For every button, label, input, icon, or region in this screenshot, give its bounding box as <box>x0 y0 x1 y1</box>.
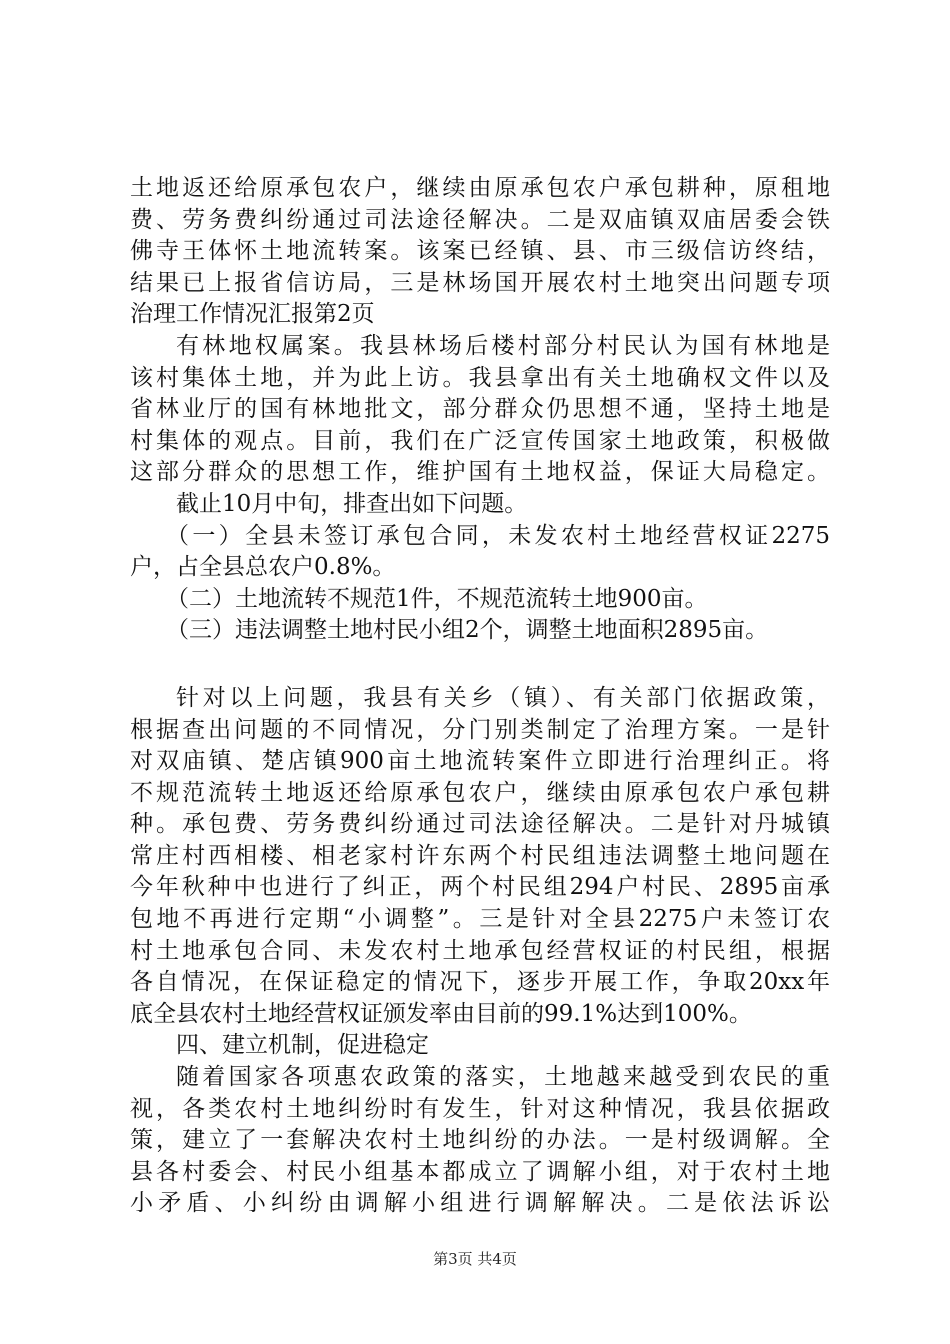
text-line: 各自情况，在保证稳定的情况下，逐步开展工作，争取20xx年 <box>130 969 830 996</box>
text-line: 县各村委会、村民小组基本都成立了调解小组，对于农村土地 <box>130 1158 830 1185</box>
text-line: 今年秋种中也进行了纠正，两个村民组294户村民、2895亩承 <box>130 874 830 901</box>
text-line: 该村集体土地，并为此上访。我县拿出有关土地确权文件以及 <box>130 364 830 391</box>
text-line: 常庄村西相楼、相老家村许东两个村民组违法调整土地问题在 <box>130 842 830 869</box>
document-body <box>130 173 830 1220</box>
text-line: 户，占全县总农户0.8%。 <box>130 554 396 581</box>
text-line: 视，各类农村土地纠纷时有发生，针对这种情况，我县依据政 <box>130 1095 830 1122</box>
text-line: 对双庙镇、楚店镇900亩土地流转案件立即进行治理纠正。将 <box>130 748 830 775</box>
page-footer: 第3页 共4页 <box>433 1250 517 1268</box>
text-line: 种。承包费、劳务费纠纷通过司法途径解决。二是针对丹城镇 <box>130 811 830 838</box>
text-line: 不规范流转土地返还给原承包农户，继续由原承包农户承包耕 <box>130 779 830 806</box>
text-line: 针对以上问题，我县有关乡（镇）、有关部门依据政策， <box>176 684 830 711</box>
text-line: 费、劳务费纠纷通过司法途径解决。二是双庙镇双庙居委会铁 <box>130 206 830 233</box>
text-line: 小矛盾、小纠纷由调解小组进行调解解决。二是依法诉讼 <box>130 1190 830 1217</box>
text-line: 这部分群众的思想工作，维护国有土地权益，保证大局稳定。 <box>130 459 830 486</box>
text-line: 随着国家各项惠农政策的落实，土地越来越受到农民的重 <box>176 1064 830 1091</box>
text-line: （三）违法调整土地村民小组2个，调整土地面积2895亩。 <box>166 617 769 644</box>
text-line: 根据查出问题的不同情况，分门别类制定了治理方案。一是针 <box>130 716 830 743</box>
text-line: 结果已上报省信访局，三是林场国开展农村土地突出问题专项 <box>130 269 830 296</box>
text-line: 村集体的观点。目前，我们在广泛宣传国家土地政策，积极做 <box>130 427 830 454</box>
text-line: 治理工作情况汇报第2页 <box>130 301 375 328</box>
text-line: 有林地权属案。我县林场后楼村部分村民认为国有林地是 <box>176 332 830 359</box>
section-heading: 四、建立机制，促进稳定 <box>176 1032 429 1059</box>
text-line: 省林业厅的国有林地批文，部分群众仍思想不通，坚持土地是 <box>130 396 830 423</box>
text-line: （一）全县未签订承包合同，未发农村土地经营权证2275 <box>166 522 830 549</box>
text-line: 佛寺王体怀土地流转案。该案已经镇、县、市三级信访终结， <box>130 238 830 265</box>
text-line: 底全县农村土地经营权证颁发率由目前的99.1%达到100%。 <box>130 1000 752 1027</box>
text-line: 村土地承包合同、未发农村土地承包经营权证的村民组，根据 <box>130 937 830 964</box>
text-line: 包地不再进行定期“小调整”。三是针对全县2275户未签订农 <box>130 906 830 933</box>
text-line: 截止10月中旬，排查出如下问题。 <box>176 490 528 517</box>
text-line: （二）土地流转不规范1件，不规范流转土地900亩。 <box>166 585 708 612</box>
text-line: 土地返还给原承包农户，继续由原承包农户承包耕种，原租地 <box>130 175 830 201</box>
paragraph-gap <box>130 647 830 683</box>
text-line: 策，建立了一套解决农村土地纠纷的办法。一是村级调解。全 <box>130 1127 830 1154</box>
